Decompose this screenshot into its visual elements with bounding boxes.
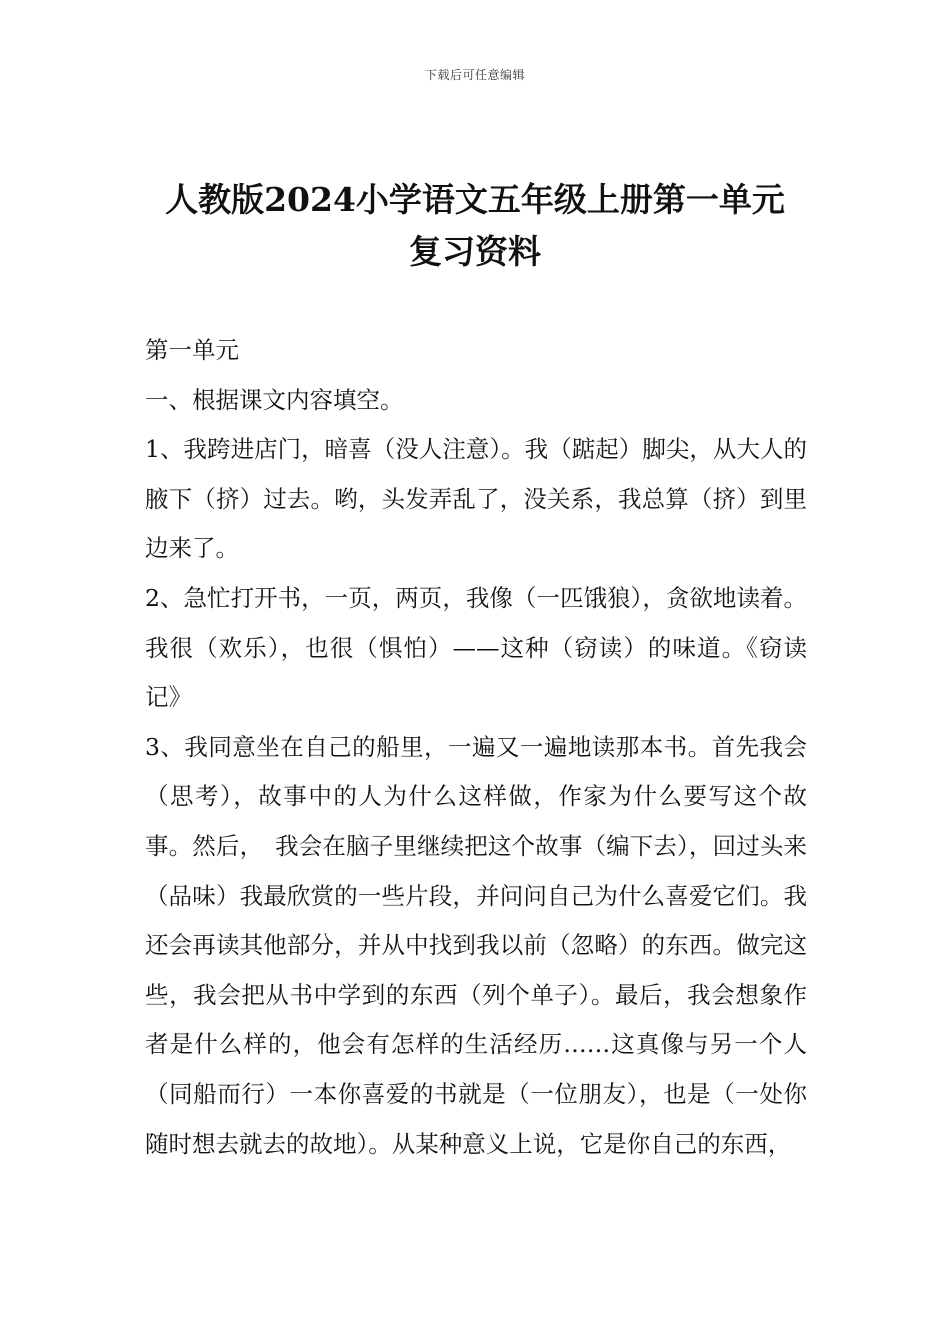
document-body xyxy=(145,326,807,1169)
paragraph-item-3: 3、我同意坐在自己的船里，一遍又一遍地读那本书。首先我会（思考），故事中的人为什么这样做，作家为什么要写这个故事。然后， 我会在脑子里继续把这个故事（编下去），回过头来（品味）我最欣赏的一些片段，并问问自己为什么喜爱它们。我还会再读其他部分，并从中找到我以前（忽略）的东西。做完这些，我会把从书中学到的东西（列个单子）。最后，我会想象作者是什么样的，他会有怎样的生活经历……这真像与另一个人（同船而行）一本你喜爱的书就是（一位朋友），也是（一处你随时想去就去的故地）。从某种意义上说，它是你自己的东西， xyxy=(145,732,807,1158)
title-line-2: 复习资料 xyxy=(409,232,541,271)
section-heading: 第一单元 xyxy=(145,336,239,364)
paragraph-item-2: 2、急忙打开书，一页，两页，我像（一匹饿狼），贪欲地读着。我很（欢乐），也很（惧怕）——这种（窃读）的味道。《窃读记》 xyxy=(145,583,807,712)
exercise-heading: 一、根据课文内容填空。 xyxy=(145,385,404,414)
paragraph-item-1: 1、我跨进店门，暗喜（没人注意）。我（踮起）脚尖，从大人的腋下（挤）过去。哟，头发弄乱了，没关系，我总算（挤）到里边来了。 xyxy=(145,435,807,563)
title-line-1: 人教版2024小学语文五年级上册第一单元 xyxy=(165,180,785,219)
header-note: 下载后可任意编辑 xyxy=(424,68,525,82)
document-title xyxy=(120,174,830,278)
